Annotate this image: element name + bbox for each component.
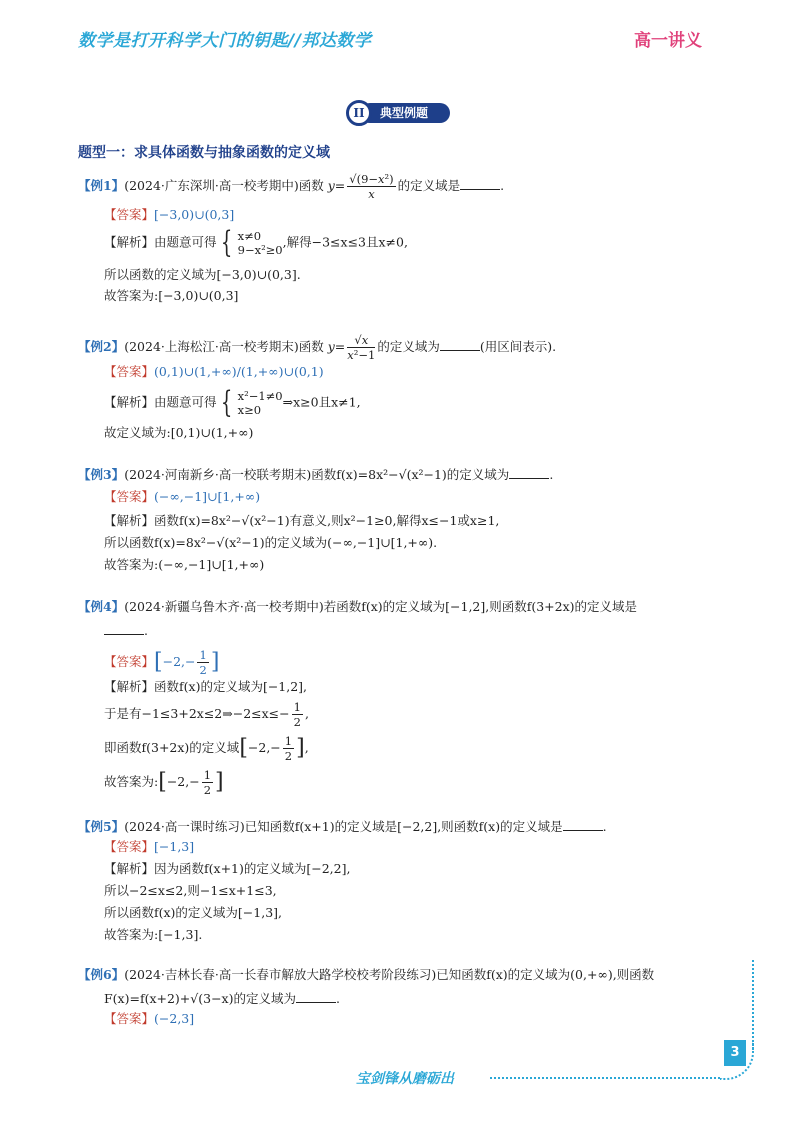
ex1-question: 【例1】(2024·广东深圳·高一校考期中)函数 y= $\frac{\text{√(9−x²)}}{x}$ 的定义域是 . [78,172,505,201]
ex3-line3: 故答案为:(−∞,−1]∪[1,+∞) [104,557,265,572]
ex2-answer: 【答案】(0,1)∪(1,+∞)/(1,+∞)∪(0,1) [104,364,324,379]
ex2-system: x²−1≠0 x≥0 [237,389,283,417]
ex2-line2: 故定义域为:[0,1)∪(1,+∞) [104,425,254,440]
ex5-solution: 【解析】因为函数f(x+1)的定义域为[−2,2], [104,861,351,876]
ex1-tag: 【例1】 [78,178,125,193]
ex3-answer: 【答案】(−∞,−1]∪[1,+∞) [104,489,261,504]
answer-blank [104,622,144,635]
ex4-line3: 即函数f(3+2x)的定义域[−2,− $\frac{1}{2}$ ], [104,734,309,763]
ex4-question-blank: . [104,622,148,640]
ex5-question: 【例5】(2024·高一课时练习)已知函数f(x+1)的定义域是[−2,2],则函数f(x)的定义域是 . [78,819,607,834]
ex6-answer: 【答案】(−2,3] [104,1011,195,1026]
ex5-line4: 故答案为:[−1,3]. [104,927,203,942]
ex6-question: 【例6】(2024·吉林长春·高一长春市解放大路学校校考阶段练习)已知函数f(x)的定义域为(0,+∞),则函数 [78,967,655,982]
header-right-title: 高一讲义 [634,31,702,51]
ex4-line4: 故答案为:[−2,− $\frac{1}{2}$ ] [104,768,224,797]
ex2-fraction: $\frac{√x}{\text{x²−1}}$ [347,333,376,362]
ex1-line2: 所以函数的定义域为[−3,0)∪(0,3]. [104,267,301,282]
ex5-line2: 所以−2≤x≤2,则−1≤x+1≤3, [104,883,277,898]
answer-blank [563,818,603,831]
ex1-answer: 【答案】[−3,0)∪(0,3] [104,207,235,222]
ex3-line2: 所以函数f(x)=8x²−√(x²−1)的定义域为(−∞,−1]∪[1,+∞). [104,535,438,550]
ex2-solution: 【解析】由题意可得 { x²−1≠0 x≥0⇒x≥0且x≠1, [104,385,361,420]
footer-motto: 宝剑锋从磨砺出 [356,1071,454,1087]
answer-blank [509,466,549,479]
ex4-answer: 【答案】[−2,− $\frac{1}{2}$ ] [104,648,220,677]
ex4-solution: 【解析】函数f(x)的定义域为[−1,2], [104,679,308,694]
side-dotted-border [752,960,754,1050]
ex5-line3: 所以函数f(x)的定义域为[−1,3], [104,905,283,920]
banner-label: 典型例题 [360,103,450,123]
header-left-title: 数学是打开科学大门的钥匙//邦达数学 [78,31,372,51]
ex4-question: 【例4】(2024·新疆乌鲁木齐·高一校考期中)若函数f(x)的定义域为[−1,2],则函数f(3+2x)的定义域是 [78,599,638,614]
section-banner [346,100,450,126]
ex6-question-line2: F(x)=f(x+2)+√(3−x)的定义域为 . [104,991,340,1006]
ex1-line3: 故答案为:[−3,0)∪(0,3] [104,288,239,303]
ex3-solution: 【解析】函数f(x)=8x²−√(x²−1)有意义,则x²−1≥0,解得x≤−1或x≥1, [104,513,500,528]
footer-dotted-line [490,1077,720,1079]
ex2-question: 【例2】(2024·上海松江·高一校考期末)函数 y= $\frac{√x}{\text{x²−1}}$ 的定义域为 (用区间表示). [78,333,557,362]
ex5-answer: 【答案】[−1,3] [104,839,195,854]
banner-numeral: II [346,100,372,126]
answer-blank [440,338,480,351]
ex3-question: 【例3】(2024·河南新乡·高一校联考期末)函数f(x)=8x²−√(x²−1)的定义域为 . [78,467,554,482]
ex1-system: x≠0 9−x²≥0 [237,229,283,257]
ex4-line2: 于是有−1≤3+2x≤2⇒−2≤x≤− $\frac{1}{2}$ , [104,700,309,729]
answer-blank [296,990,336,1003]
section-title: 题型一：求具体函数与抽象函数的定义域 [78,145,330,161]
ex1-solution: 【解析】由题意可得 { x≠0 9−x²≥0,解得−3≤x≤3且x≠0, [104,225,408,260]
answer-blank [460,177,500,190]
page-number: 3 [724,1040,746,1066]
ex1-fraction: $\frac{\text{√(9−x²)}}{x}$ [349,172,394,201]
